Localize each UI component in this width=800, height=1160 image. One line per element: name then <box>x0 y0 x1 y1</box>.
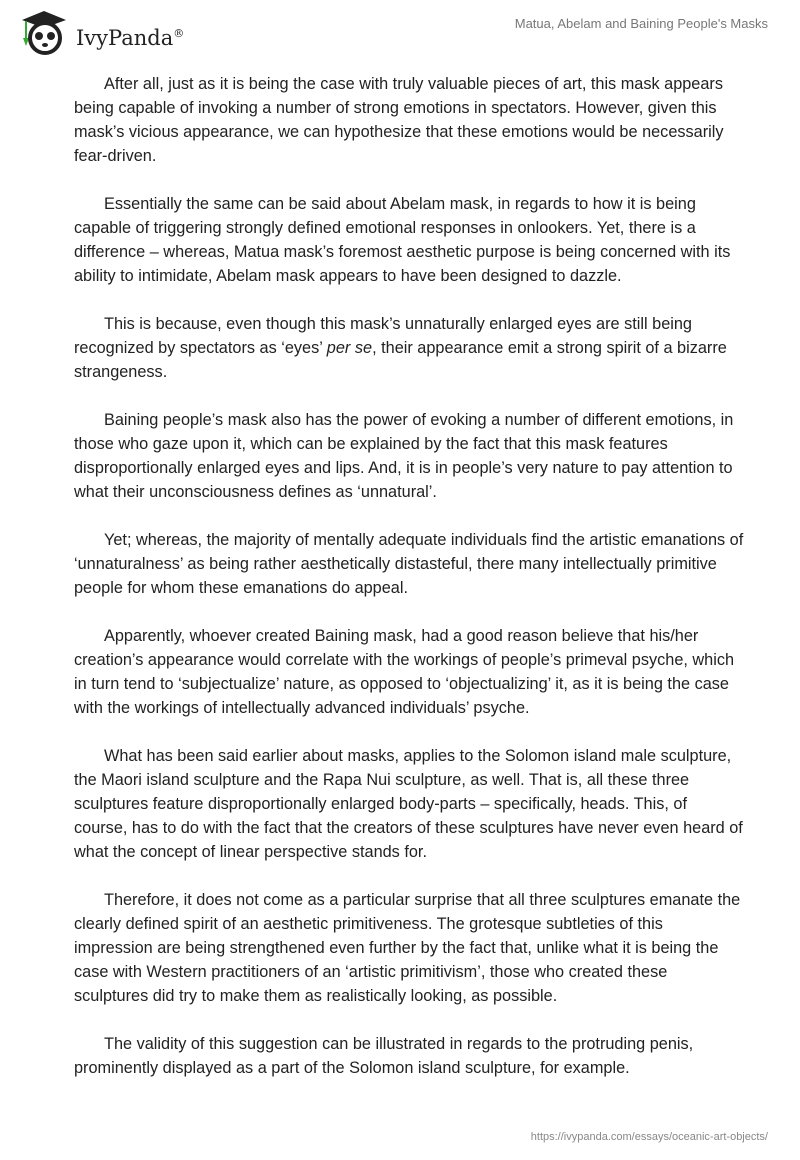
essay-body <box>74 72 744 1104</box>
paragraph: Apparently, whoever created Baining mask, had a good reason believe that his/her creation’s appearance would correlate with the workings of people’s primeval psyche, which in turn tend to ‘subjectualize’ nature, as opposed to ‘objectualizing’ it, as it is being the case with the workings of intellectually advanced individuals’ psyche. <box>74 627 735 717</box>
brand-name <box>76 26 184 50</box>
panda-logo-icon <box>18 8 70 56</box>
paragraph: Baining people’s mask also has the power of evoking a number of different emotions, in those who gaze upon it, which can be explained by the fact that this mask features disproportionally enlarged eyes and lips. And, it is in people’s very nature to pay attention to what their unconsciousness defines as ‘unnatural’. <box>74 411 734 501</box>
registered-mark: ® <box>173 27 185 40</box>
ivypanda-logo[interactable] <box>18 8 184 56</box>
paragraph: Essentially the same can be said about Abelam mask, in regards to how it is being capable of triggering strongly defined emotional responses in onlookers. Yet, there is a difference – whereas, Matua mask’s foremost aesthetic purpose is being concerned with its ability to intimidate, Abelam mask appears to have been designed to dazzle. <box>74 195 731 285</box>
italic-text: per se <box>326 339 373 357</box>
paragraph-text: This is because, even though this mask’s unnaturally enlarged eyes are still being recognized by spectators as ‘eyes’ <box>74 315 692 357</box>
paragraph: Yet; whereas, the majority of mentally adequate individuals find the artistic emanations of ‘unnaturalness’ as being rather aesthetically distasteful, there many intellectually primitive people for whom these emanations do appeal. <box>74 531 744 597</box>
brand-text: IvyPanda <box>76 26 174 50</box>
paragraph: What has been said earlier about masks, applies to the Solomon island male sculpture, the Maori island sculpture and the Rapa Nui sculpture, as well. That is, all these three sculptures feature disproportionally enlarged body-parts – specifically, heads. This, of course, has to do with the fact that the creators of these sculptures have never even heard of what the concept of linear perspective stands for. <box>74 747 743 861</box>
paragraph <box>74 312 744 384</box>
source-url[interactable]: https://ivypanda.com/essays/oceanic-art-objects/ <box>530 1131 768 1143</box>
paragraph: Therefore, it does not come as a particular surprise that all three sculptures emanate the clearly defined spirit of an aesthetic primitiveness. The grotesque subtleties of this impression are being strengthened even further by the fact that, unlike what it is being the case with Western practitioners of an ‘artistic primitivism’, those who created these sculptures did try to make them as realistically looking, as possible. <box>74 891 741 1005</box>
document-title: Matua, Abelam and Baining People's Masks <box>514 16 768 31</box>
paragraph: The validity of this suggestion can be illustrated in regards to the protruding penis, prominently displayed as a part of the Solomon island sculpture, for example. <box>74 1035 694 1077</box>
paragraph: After all, just as it is being the case with truly valuable pieces of art, this mask appears being capable of invoking a number of strong emotions in spectators. However, given this mask’s vicious appearance, we can hypothesize that these emotions would be necessarily fear-driven. <box>74 75 724 165</box>
paragraph-text: , their appearance emit a strong spirit of a bizarre strangeness. <box>74 339 727 381</box>
